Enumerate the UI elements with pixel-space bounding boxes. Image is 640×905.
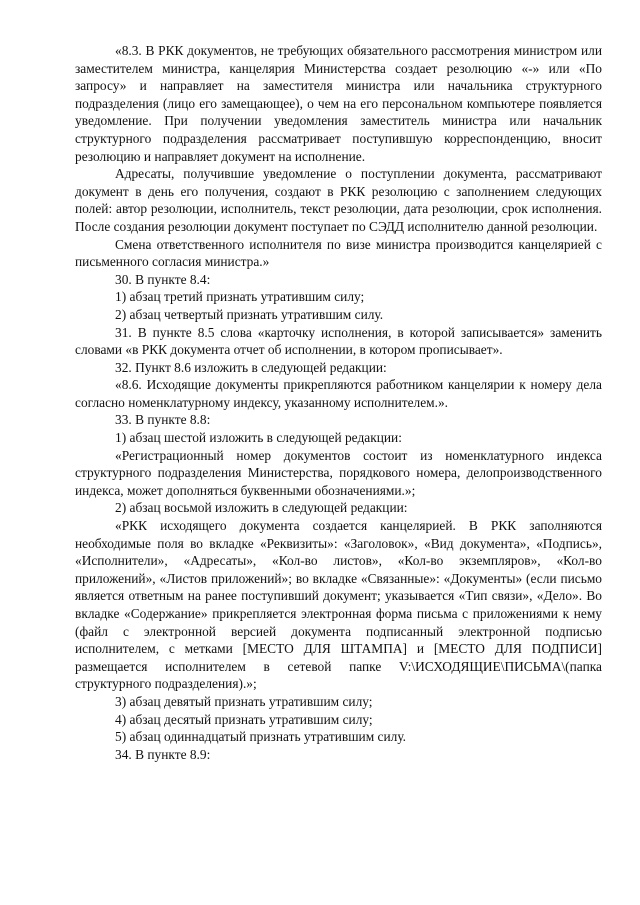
item-33-subitem-1: 1) абзац шестой изложить в следующей редакции: [115, 430, 402, 446]
paragraph-addressees: Адресаты, получившие уведомление о поступлении документа, рассматривают документ в день его получения, создают в РКК резолюцию с заполнением следующих полей: автор резолюции, исполнитель, текст резолюции, дата резолюции, срок исполнения. После создания резолюции документ поступает по СЭДД исполнителю данной резолюции. [75, 166, 602, 234]
document-page [75, 42, 602, 763]
item-31: 31. В пункте 8.5 слова «карточку исполнения, в которой записывается» заменить словами «в РКК документа отчет об исполнении, в котором прописывает». [75, 324, 602, 358]
paragraph-8-6: «8.6. Исходящие документы прикрепляются работником канцелярии к номеру дела согласно номенклатурному индексу, указанному исполнителем.». [75, 377, 602, 410]
paragraph-8-3: «8.3. В РКК документов, не требующих обязательного рассмотрения министром или заместителем министра, канцелярия Министерства создает резолюцию «-» или «По запросу» и направляет на заместителя министра или начальника структурного подразделения (лицо его замещающее), о чем на его персональном компьютере появляется уведомление. При получении уведомления заместитель министра или начальник структурного подразделения рассматривает поступившую корреспонденцию, вносит резолюцию и направляет документ на исполнение. [75, 43, 602, 164]
item-34-heading: 34. В пункте 8.9: [115, 746, 211, 762]
item-30-heading: 30. В пункте 8.4: [115, 271, 211, 287]
item-32-heading: 32. Пункт 8.6 изложить в следующей редакции: [115, 359, 387, 375]
paragraph-executor-change: Смена ответственного исполнителя по визе министра производится канцелярией с письменного согласия министра.» [75, 236, 602, 270]
item-30-subitem-1: 1) абзац третий признать утратившим силу; [115, 289, 365, 305]
paragraph-registration-number: «Регистрационный номер документов состоит из номенклатурного индекса структурного подразделения Министерства, порядкового номера, делопроизводственного индекса, может дополняться буквенными обозначениями.»; [75, 447, 602, 498]
item-33-heading: 33. В пункте 8.8: [115, 412, 211, 428]
item-30-subitem-2: 2) абзац четвертый признать утратившим силу. [115, 306, 384, 322]
item-33-subitem-2: 2) абзац восьмой изложить в следующей редакции: [115, 500, 408, 516]
item-33-subitem-4: 4) абзац десятый признать утратившим силу; [115, 711, 373, 727]
item-33-subitem-3: 3) абзац девятый признать утратившим силу; [115, 693, 373, 709]
paragraph-outgoing-rkk: «РКК исходящего документа создается канцелярией. В РКК заполняются необходимые поля во вкладке «Реквизиты»: «Заголовок», «Вид документа», «Подпись», «Исполнители», «Адресаты», «Кол-во листов», «Кол-во экземпляров», «Кол-во приложений», «Листов приложений»; во вкладке «Связанные»: «Документы» (если письмо является ответным на ранее поступивший документ; указывается «Тип связи», «Дело». Во вкладке «Содержание» прикрепляется электронная форма письма с приложениями к нему (файл с электронной версией документа подписанный электронной подписью исполнителем, с метками [МЕСТО ДЛЯ ШТАМПА] и [МЕСТО ДЛЯ ПОДПИСИ] размещается исполнителем в сетевой папке V:\ИСХОДЯЩИЕ\ПИСЬМА\(папка структурного подразделения).»; [75, 518, 602, 692]
item-33-subitem-5: 5) абзац одиннадцатый признать утратившим силу. [115, 729, 407, 745]
